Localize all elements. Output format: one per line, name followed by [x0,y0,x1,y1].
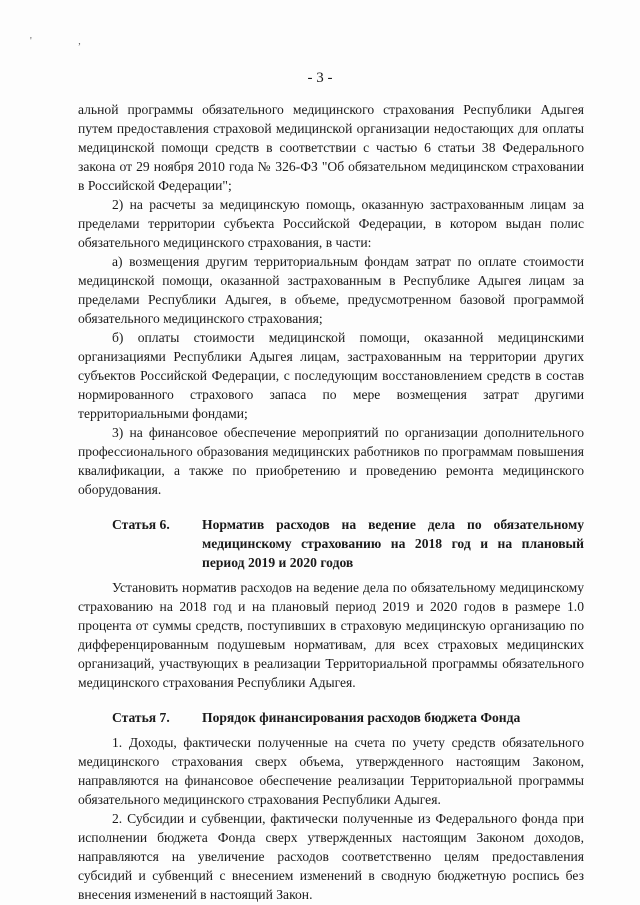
paragraph: 2. Субсидии и субвенции, фактически полученные из Федерального фонда при исполнении бюджета Фонда сверх утвержденных настоящим Законом доходов, направляются на увеличение расходов соответственно целям предоставления субсидий и субвенций с внесением изменений в сводную бюджетную роспись без внесения изменений в настоящий Закон. [78,811,584,902]
article-number: Статья 6. [112,517,170,532]
scan-specks: ' , [30,36,103,47]
paragraph: б) оплаты стоимости медицинской помощи, оказанной медицинскими организациями Республики Адыгея лицам, застрахованным на территории других субъектов Российской Федерации, с последующим восстановлением средств в состав нормированного страхового запаса по мере возмещения затрат другими территориальными фондами; [78,330,584,421]
page-number: - 3 - [307,70,333,86]
article-6-text: Установить норматив расходов на ведение дела по обязательному медицинскому страхованию на 2018 год и на плановый период 2019 и 2020 годов в размере 1.0 процента от суммы средств, поступивших в страховую медицинскую организацию по дифференцированным подушевым нормативам, для всех страховых медицинских организаций, участвующих в реализации Территориальной программы обязательного медицинского страхования Республики Адыгея. [78,580,584,690]
paragraph: а) возмещения другим территориальным фондам затрат по оплате стоимости медицинской помощи, оказанной застрахованным в Республике Адыгея лицам за пределами Республики Адыгея, в объеме, предусмотренном базовой программой обязательного медицинского страхования; [78,254,584,326]
article-title: Норматив расходов на ведение дела по обязательному медицинскому страхованию на 2018 год и на плановый период 2019 и 2020 годов [202,517,584,570]
article-7-heading [78,708,584,727]
article-number: Статья 7. [112,710,170,725]
article-6-heading [78,515,584,572]
document-body [78,100,584,904]
paragraph: 1. Доходы, фактически полученные на счета по учету средств обязательного медицинского страхования сверх объема, утвержденного настоящим Законом, направляются на финансовое обеспечение реализации Территориальной программы обязательного медицинского страхования Республики Адыгея. [78,735,584,807]
paragraph: 2) на расчеты за медицинскую помощь, оказанную застрахованным лицам за пределами территории субъекта Российской Федерации, в котором выдан полис обязательного медицинского страхования, в части: [78,197,584,250]
intro-paragraph: альной программы обязательного медицинского страхования Республики Адыгея путем предоставления страховой медицинской организации недостающих для оплаты медицинской помощи средств в соответствии с частью 6 статьи 38 Федерального закона от 29 ноября 2010 года № 326-ФЗ "Об обязательном медицинском страховании в Российской Федерации"; [78,102,584,193]
paragraph: 3) на финансовое обеспечение мероприятий по организации дополнительного профессионального образования медицинских работников по программам повышения квалификации, а также по приобретению и проведению ремонта медицинского оборудования. [78,425,584,497]
article-title: Порядок финансирования расходов бюджета Фонда [202,710,521,725]
